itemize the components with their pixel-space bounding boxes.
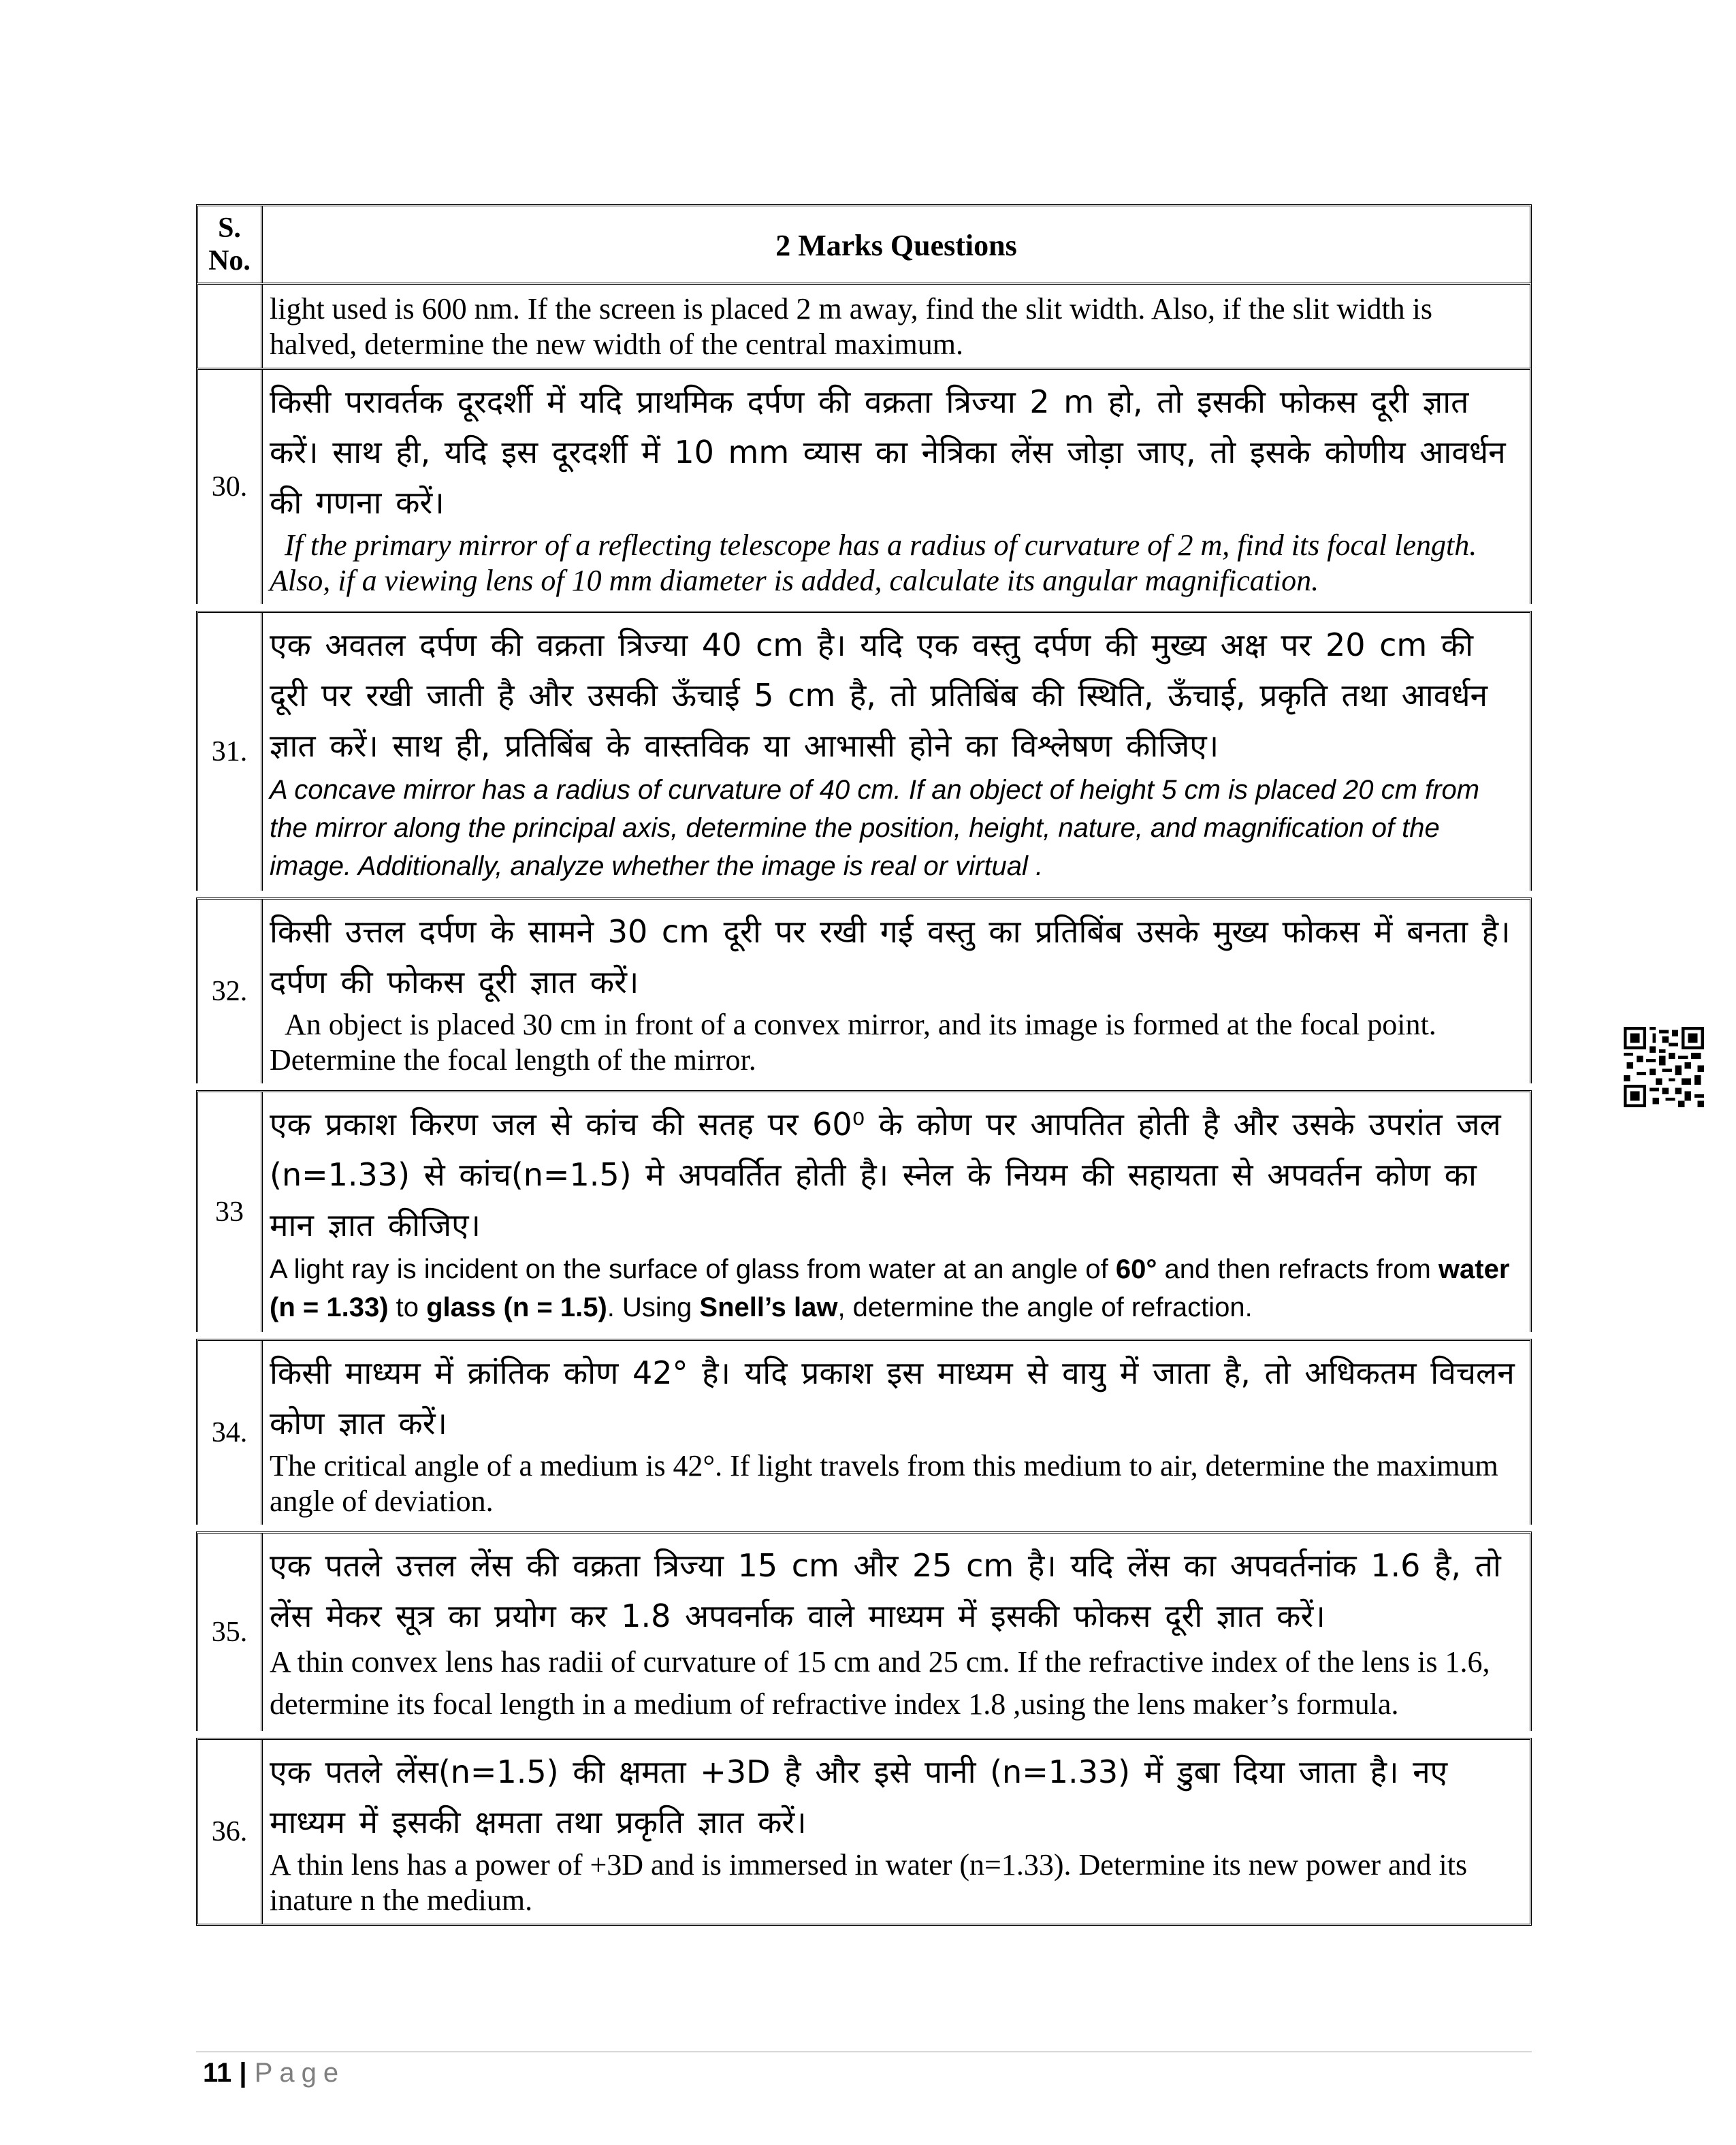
question-english: A thin lens has a power of +3D and is immersed in water (n=1.33). Determine its new power and its inature n the medium. <box>270 1848 1468 1917</box>
questions-header: 2 Marks Questions <box>775 228 1017 262</box>
question-english: The critical angle of a medium is 42°. If light travels from this medium to air, determine the maximum angle of deviation. <box>270 1449 1498 1518</box>
table-row-q33 <box>196 1090 1532 1332</box>
sno-cell <box>198 285 263 368</box>
table-row-q32 <box>196 897 1532 1083</box>
table-row-q35 <box>196 1531 1532 1731</box>
english-text: to <box>388 1292 427 1322</box>
question-body <box>263 900 1530 1083</box>
question-hindi: एक प्रकाश किरण जल से कांच की सतह पर 60⁰ के कोण पर आपतित होती है और उसके उपरांत जल (n=1.33) से कांच(n=1.5) मे अपवर्तित होती है। स्नेल के नियम की सहायता से अपवर्तन कोण का मान ज्ञात कीजिए। <box>270 1106 1501 1243</box>
question-number: 35. <box>198 1534 263 1731</box>
question-hindi: किसी उत्तल दर्पण के सामने 30 cm दूरी पर रखी गई वस्तु का प्रतिबिंब उसके मुख्य फोकस में बनता है। दर्पण की फोकस दूरी ज्ञात करें। <box>270 913 1511 1000</box>
table-row-q30 <box>196 368 1532 604</box>
footer-divider <box>196 2051 1532 2052</box>
question-hindi: एक अवतल दर्पण की वक्रता त्रिज्या 40 cm है। यदि एक वस्तु दर्पण की मुख्य अक्ष पर 20 cm की दूरी पर रखी जाती है और उसकी ऊँचाई 5 cm है, तो प्रतिबिंब की स्थिति, ऊँचाई, प्रकृति तथा आवर्धन ज्ञात करें। साथ ही, प्रतिबिंब के वास्तविक या आभासी होने का विश्लेषण कीजिए। <box>270 626 1488 764</box>
page-number: 11 <box>203 2058 232 2088</box>
table-row-q34 <box>196 1339 1532 1525</box>
question-english: An object is placed 30 cm in front of a convex mirror, and its image is formed at the focal point. Determine the focal length of the mirror. <box>270 1008 1436 1077</box>
qr-code-icon <box>1624 1027 1704 1107</box>
question-hindi: किसी परावर्तक दूरदर्शी में यदि प्राथमिक दर्पण की वक्रता त्रिज्या 2 m हो, तो इसकी फोकस दूरी ज्ञात करें। साथ ही, यदि इस दूरदर्शी में 10 mm व्यास का नेत्रिका लेंस जोड़ा जाए, तो इसके कोणीय आवर्धन की गणना करें। <box>270 383 1506 521</box>
question-hindi: किसी माध्यम में क्रांतिक कोण 42° है। यदि प्रकाश इस माध्यम से वायु में जाता है, तो अधिकतम विचलन कोण ज्ञात करें। <box>270 1354 1515 1442</box>
sno-header: S. No. <box>198 206 263 283</box>
english-text: A light ray is incident on the surface of glass from water at an angle of <box>270 1254 1116 1284</box>
question-body <box>263 1341 1530 1525</box>
question-number: 32. <box>198 900 263 1083</box>
question-number: 31. <box>198 613 263 891</box>
english-text: . Using <box>607 1292 700 1322</box>
question-body <box>263 1092 1530 1332</box>
english-bold: glass (n = 1.5) <box>426 1292 607 1322</box>
question-number: 30. <box>198 370 263 604</box>
table-row-q31 <box>196 611 1532 891</box>
english-bold: water (n = 1.33) <box>270 1254 1510 1322</box>
question-body <box>263 1534 1530 1731</box>
english-bold: 60° <box>1115 1254 1157 1284</box>
question-english: If the primary mirror of a reflecting telescope has a radius of curvature of 2 m, find its focal length. Also, if a viewing lens of 10 mm diameter is added, calculate its angular magnification. <box>270 528 1477 597</box>
question-hindi: एक पतले उत्तल लेंस की वक्रता त्रिज्या 15 cm और 25 cm है। यदि लेंस का अपवर्तनांक 1.6 है, तो लेंस मेकर सूत्र का प्रयोग कर 1.8 अपवर्नाक वाले माध्यम में इसकी फोकस दूरी ज्ञात करें। <box>270 1547 1501 1634</box>
question-english: A concave mirror has a radius of curvature of 40 cm. If an object of height 5 cm is placed 20 cm from the mirror along the principal axis, determine the position, height, nature, and magnification of the image. Additionally, analyze whether the image is real or virtual . <box>270 775 1480 881</box>
questions-table <box>196 204 1532 1926</box>
footer-separator: | <box>239 2058 247 2088</box>
english-text: , determine the angle of refraction. <box>837 1292 1253 1322</box>
question-body <box>263 1740 1530 1924</box>
question-english <box>270 1250 1523 1326</box>
question-continuation-text: light used is 600 nm. If the screen is placed 2 m away, find the slit width. Also, if the slit width is halved, determine the new width of the central maximum. <box>270 292 1433 361</box>
question-hindi: एक पतले लेंस(n=1.5) की क्षमता +3D है और इसे पानी (n=1.33) में डुबा दिया जाता है। नए माध्यम में इसकी क्षमता तथा प्रकृति ज्ञात करें। <box>270 1753 1448 1841</box>
table-row-continuation <box>196 283 1532 368</box>
table-row-q36 <box>196 1738 1532 1926</box>
page-label: Page <box>254 2058 346 2088</box>
page-footer <box>203 2058 345 2088</box>
question-body <box>263 370 1530 604</box>
english-text: and then refracts from <box>1157 1254 1438 1284</box>
table-header <box>196 204 1532 283</box>
english-bold: Snell’s law <box>699 1292 838 1322</box>
question-number: 33 <box>198 1092 263 1332</box>
question-number: 34. <box>198 1341 263 1525</box>
question-body <box>263 613 1530 891</box>
question-number: 36. <box>198 1740 263 1924</box>
question-english: A thin convex lens has radii of curvature of 15 cm and 25 cm. If the refractive index of the lens is 1.6, determine its focal length in a medium of refractive index 1.8 ,using the lens maker’s formula. <box>270 1645 1490 1721</box>
